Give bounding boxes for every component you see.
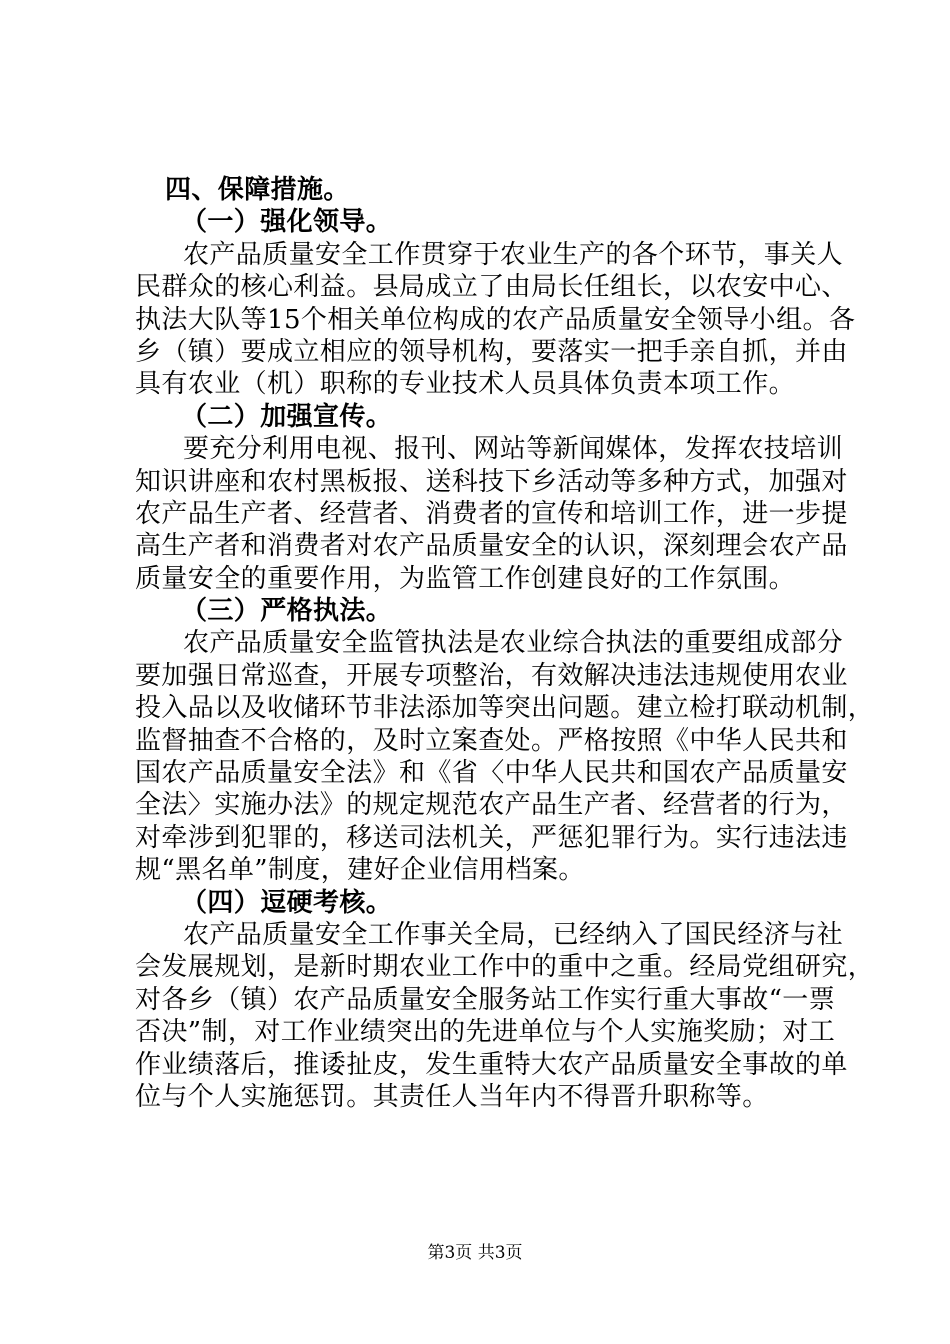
subsection-title-2: （二）加强宣传。 [181, 401, 393, 432]
paragraph-line: 位与个人实施惩罚。其责任人当年内不得晋升职称等。 [135, 1081, 769, 1112]
page-number-footer: 第3页 共3页 [427, 1243, 523, 1263]
paragraph-line: 对各乡（镇）农产品质量安全服务站工作实行重大事故“一票 [135, 984, 836, 1015]
paragraph-line: 对牵涉到犯罪的，移送司法机关，严惩犯罪行为。实行违法违 [135, 822, 848, 853]
paragraph-line: 投入品以及收储环节非法添加等突出问题。建立检打联动机制， [135, 693, 875, 724]
paragraph-line: 会发展规划，是新时期农业工作中的重中之重。经局党组研究， [135, 952, 875, 983]
paragraph-line: 执法大队等15个相关单位构成的农产品质量安全领导小组。各 [135, 304, 856, 335]
paragraph-line: 国农产品质量安全法》和《省〈中华人民共和国农产品质量安 [135, 758, 848, 789]
paragraph-line: 全法〉实施办法》的规定规范农产品生产者、经营者的行为， [135, 790, 848, 821]
paragraph-line: 要加强日常巡查，开展专项整治，有效解决违法违规使用农业 [135, 660, 848, 691]
paragraph-line: 具有农业（机）职称的专业技术人员具体负责本项工作。 [135, 369, 796, 400]
subsection-title-4: （四）逗硬考核。 [181, 887, 393, 918]
paragraph-line: 农产品质量安全工作事关全局，已经纳入了国民经济与社 [183, 919, 844, 950]
paragraph-line: 民群众的核心利益。县局成立了由局长任组长，以农安中心、 [135, 272, 848, 303]
paragraph-line: 质量安全的重要作用，为监管工作创建良好的工作氛围。 [135, 563, 796, 594]
paragraph-line: 否决”制，对工作业绩突出的先进单位与个人实施奖励；对工 [135, 1017, 836, 1048]
section-heading: 四、保障措施。 [165, 175, 350, 205]
document-body [135, 174, 875, 1113]
paragraph-line: 规“黑名单”制度，建好企业信用档案。 [135, 855, 585, 886]
subsection-title-3: （三）严格执法。 [181, 596, 393, 627]
subsection-title-1: （一）强化领导。 [181, 207, 393, 238]
paragraph-line: 要充分利用电视、报刊、网站等新闻媒体，发挥农技培训 [183, 434, 844, 465]
paragraph-line: 监督抽查不合格的，及时立案查处。严格按照《中华人民共和 [135, 725, 848, 756]
paragraph-line: 高生产者和消费者对农产品质量安全的认识，深刻理会农产品 [135, 531, 848, 562]
paragraph-line: 乡（镇）要成立相应的领导机构，要落实一把手亲自抓，并由 [135, 336, 848, 367]
paragraph-line: 农产品生产者、经营者、消费者的宣传和培训工作，进一步提 [135, 498, 848, 529]
paragraph-line: 农产品质量安全工作贯穿于农业生产的各个环节，事关人 [183, 239, 844, 270]
paragraph-line: 农产品质量安全监管执法是农业综合执法的重要组成部分 [183, 628, 844, 659]
paragraph-line: 作业绩落后，推诿扯皮，发生重特大农产品质量安全事故的单 [135, 1049, 848, 1080]
paragraph-line: 知识讲座和农村黑板报、送科技下乡活动等多种方式，加强对 [135, 466, 848, 497]
